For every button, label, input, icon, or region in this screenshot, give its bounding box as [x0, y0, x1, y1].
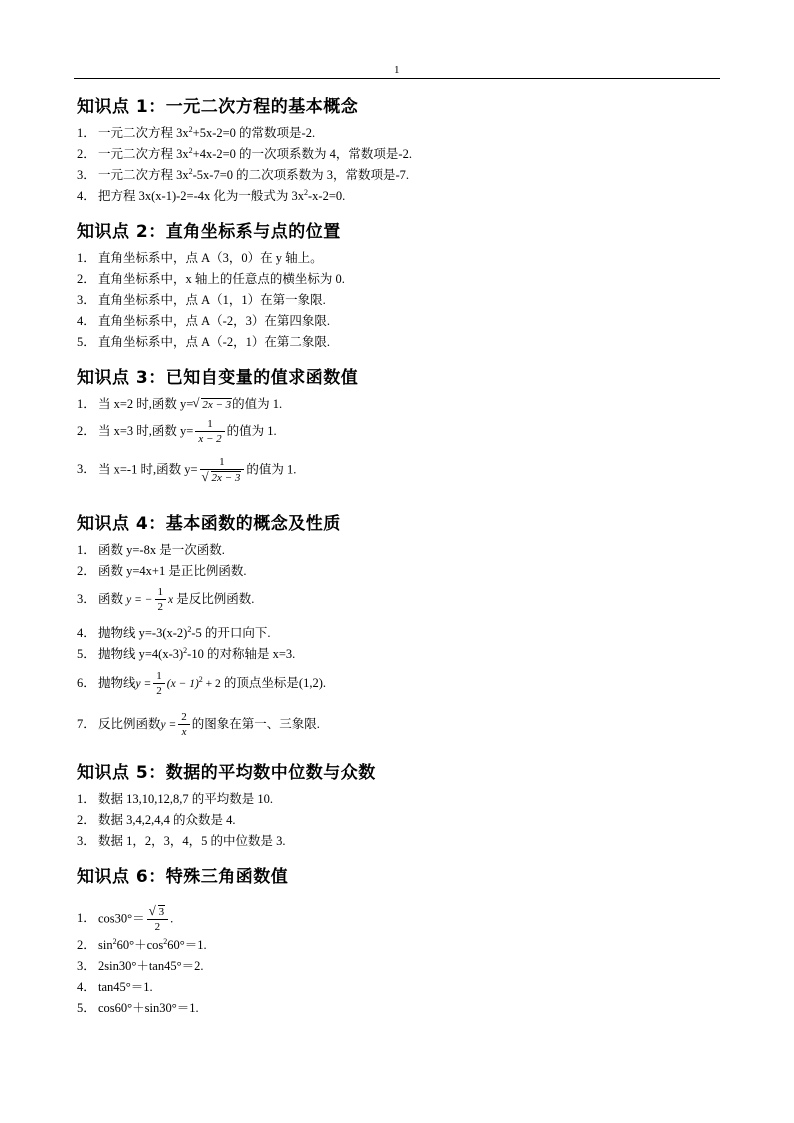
fraction: √ $\frac{3}{2}$	[147, 905, 169, 934]
list-item: 2． 一元二次方程 $3x^2+4x-2=0$ 的一次项系数为 4，常数项是-2.	[77, 146, 412, 161]
section-title: 知识点 5：数据的平均数中位数与众数	[77, 763, 376, 783]
list-item: 7． 反比例函数y = $\frac{2}{x}$ 的图象在第一、三象限.	[77, 711, 320, 738]
list-item: 3． 2sin30°＋tan45°＝2.	[77, 959, 204, 973]
fraction: $\frac{1}{2}$	[153, 670, 165, 698]
list-item: 1． 当 x=2 时,函数 y=√ 2x − 3的值为 1.	[77, 397, 282, 411]
page-number: 1	[394, 64, 400, 76]
list-item: 3． 当 x=-1 时,函数 y= 1 √ 2x − 3 的值为 1.	[77, 456, 296, 485]
list-item: 4． 把方程 3x(x-1)-2=-4x 化为一般式为 $3x^2-x-2=0$.	[77, 188, 346, 203]
list-item: 2． 当 x=3 时,函数 y= $\frac{1}{x - 2}$ 的值为 1.	[77, 418, 277, 445]
list-item: 2． 函数 y=4x+1 是正比例函数.	[77, 564, 247, 578]
list-item: 3． 数据 1，2，3，4，5 的中位数是 3.	[77, 834, 286, 848]
list-item: 2． $\sin^260^\circ+\cos^260^\circ=1$.	[77, 937, 207, 952]
fraction: $\frac{1}{x - 2}$	[195, 418, 224, 446]
section-title: 知识点 2：直角坐标系与点的位置	[77, 222, 341, 242]
fraction: $\frac{2}{x}$	[178, 711, 190, 739]
list-item: 5． 抛物线 $y=4(x-3)^2-10$ 的对称轴是 x=3.	[77, 646, 296, 661]
section-title: 知识点 3：已知自变量的值求函数值	[77, 368, 359, 388]
header-rule	[74, 78, 720, 79]
list-item: 6． 抛物线y = $\frac{1}{2}$ $(x - 1)^2 + 2$ 的顶点坐标是(1,2).	[77, 670, 326, 697]
list-item: 1． 一元二次方程 $3x^2+5x-2=0$ 的常数项是-2.	[77, 125, 316, 140]
list-item: 3． 一元二次方程 $3x^2-5x-7=0$ 的二次项系数为 3，常数项是-7.	[77, 167, 410, 182]
section-title: 知识点 1：一元二次方程的基本概念	[77, 97, 359, 117]
fraction: $\frac{1}{2}$	[155, 586, 167, 614]
list-item: 1． 函数 y=-8x 是一次函数.	[77, 543, 225, 557]
list-item: 1． cos30°＝ √ $\frac{3}{2}$ .	[77, 905, 173, 934]
list-item: 4． tan45°＝1.	[77, 980, 153, 994]
section-title: 知识点 6：特殊三角函数值	[77, 867, 289, 887]
list-item: 2． 数据 3,4,2,4,4 的众数是 4.	[77, 813, 236, 827]
list-item: 3． 函数 y = − $\frac{1}{2}$ x 是反比例函数.	[77, 586, 255, 613]
fraction: 1 √ 2x − 3	[200, 456, 245, 485]
list-item: 4． 直角坐标系中，点 A（-2，3）在第四象限.	[77, 314, 330, 328]
sqrt-expression: √ 2x − 3	[193, 397, 232, 411]
list-item: 2． 直角坐标系中，x 轴上的任意点的横坐标为 0.	[77, 272, 345, 286]
list-item: 5． 直角坐标系中，点 A（-2，1）在第二象限.	[77, 335, 330, 349]
section-title: 知识点 4：基本函数的概念及性质	[77, 514, 341, 534]
list-item: 4． 抛物线 $y=-3(x-2)^2-5$ 的开口向下.	[77, 625, 271, 640]
list-item: 1． 数据 13,10,12,8,7 的平均数是 10.	[77, 792, 274, 806]
list-item: 3． 直角坐标系中，点 A（1，1）在第一象限.	[77, 293, 326, 307]
list-item: 1． 直角坐标系中，点 A（3，0）在 y 轴上。	[77, 251, 323, 265]
list-item: 5． cos60°＋sin30°＝1.	[77, 1001, 199, 1015]
